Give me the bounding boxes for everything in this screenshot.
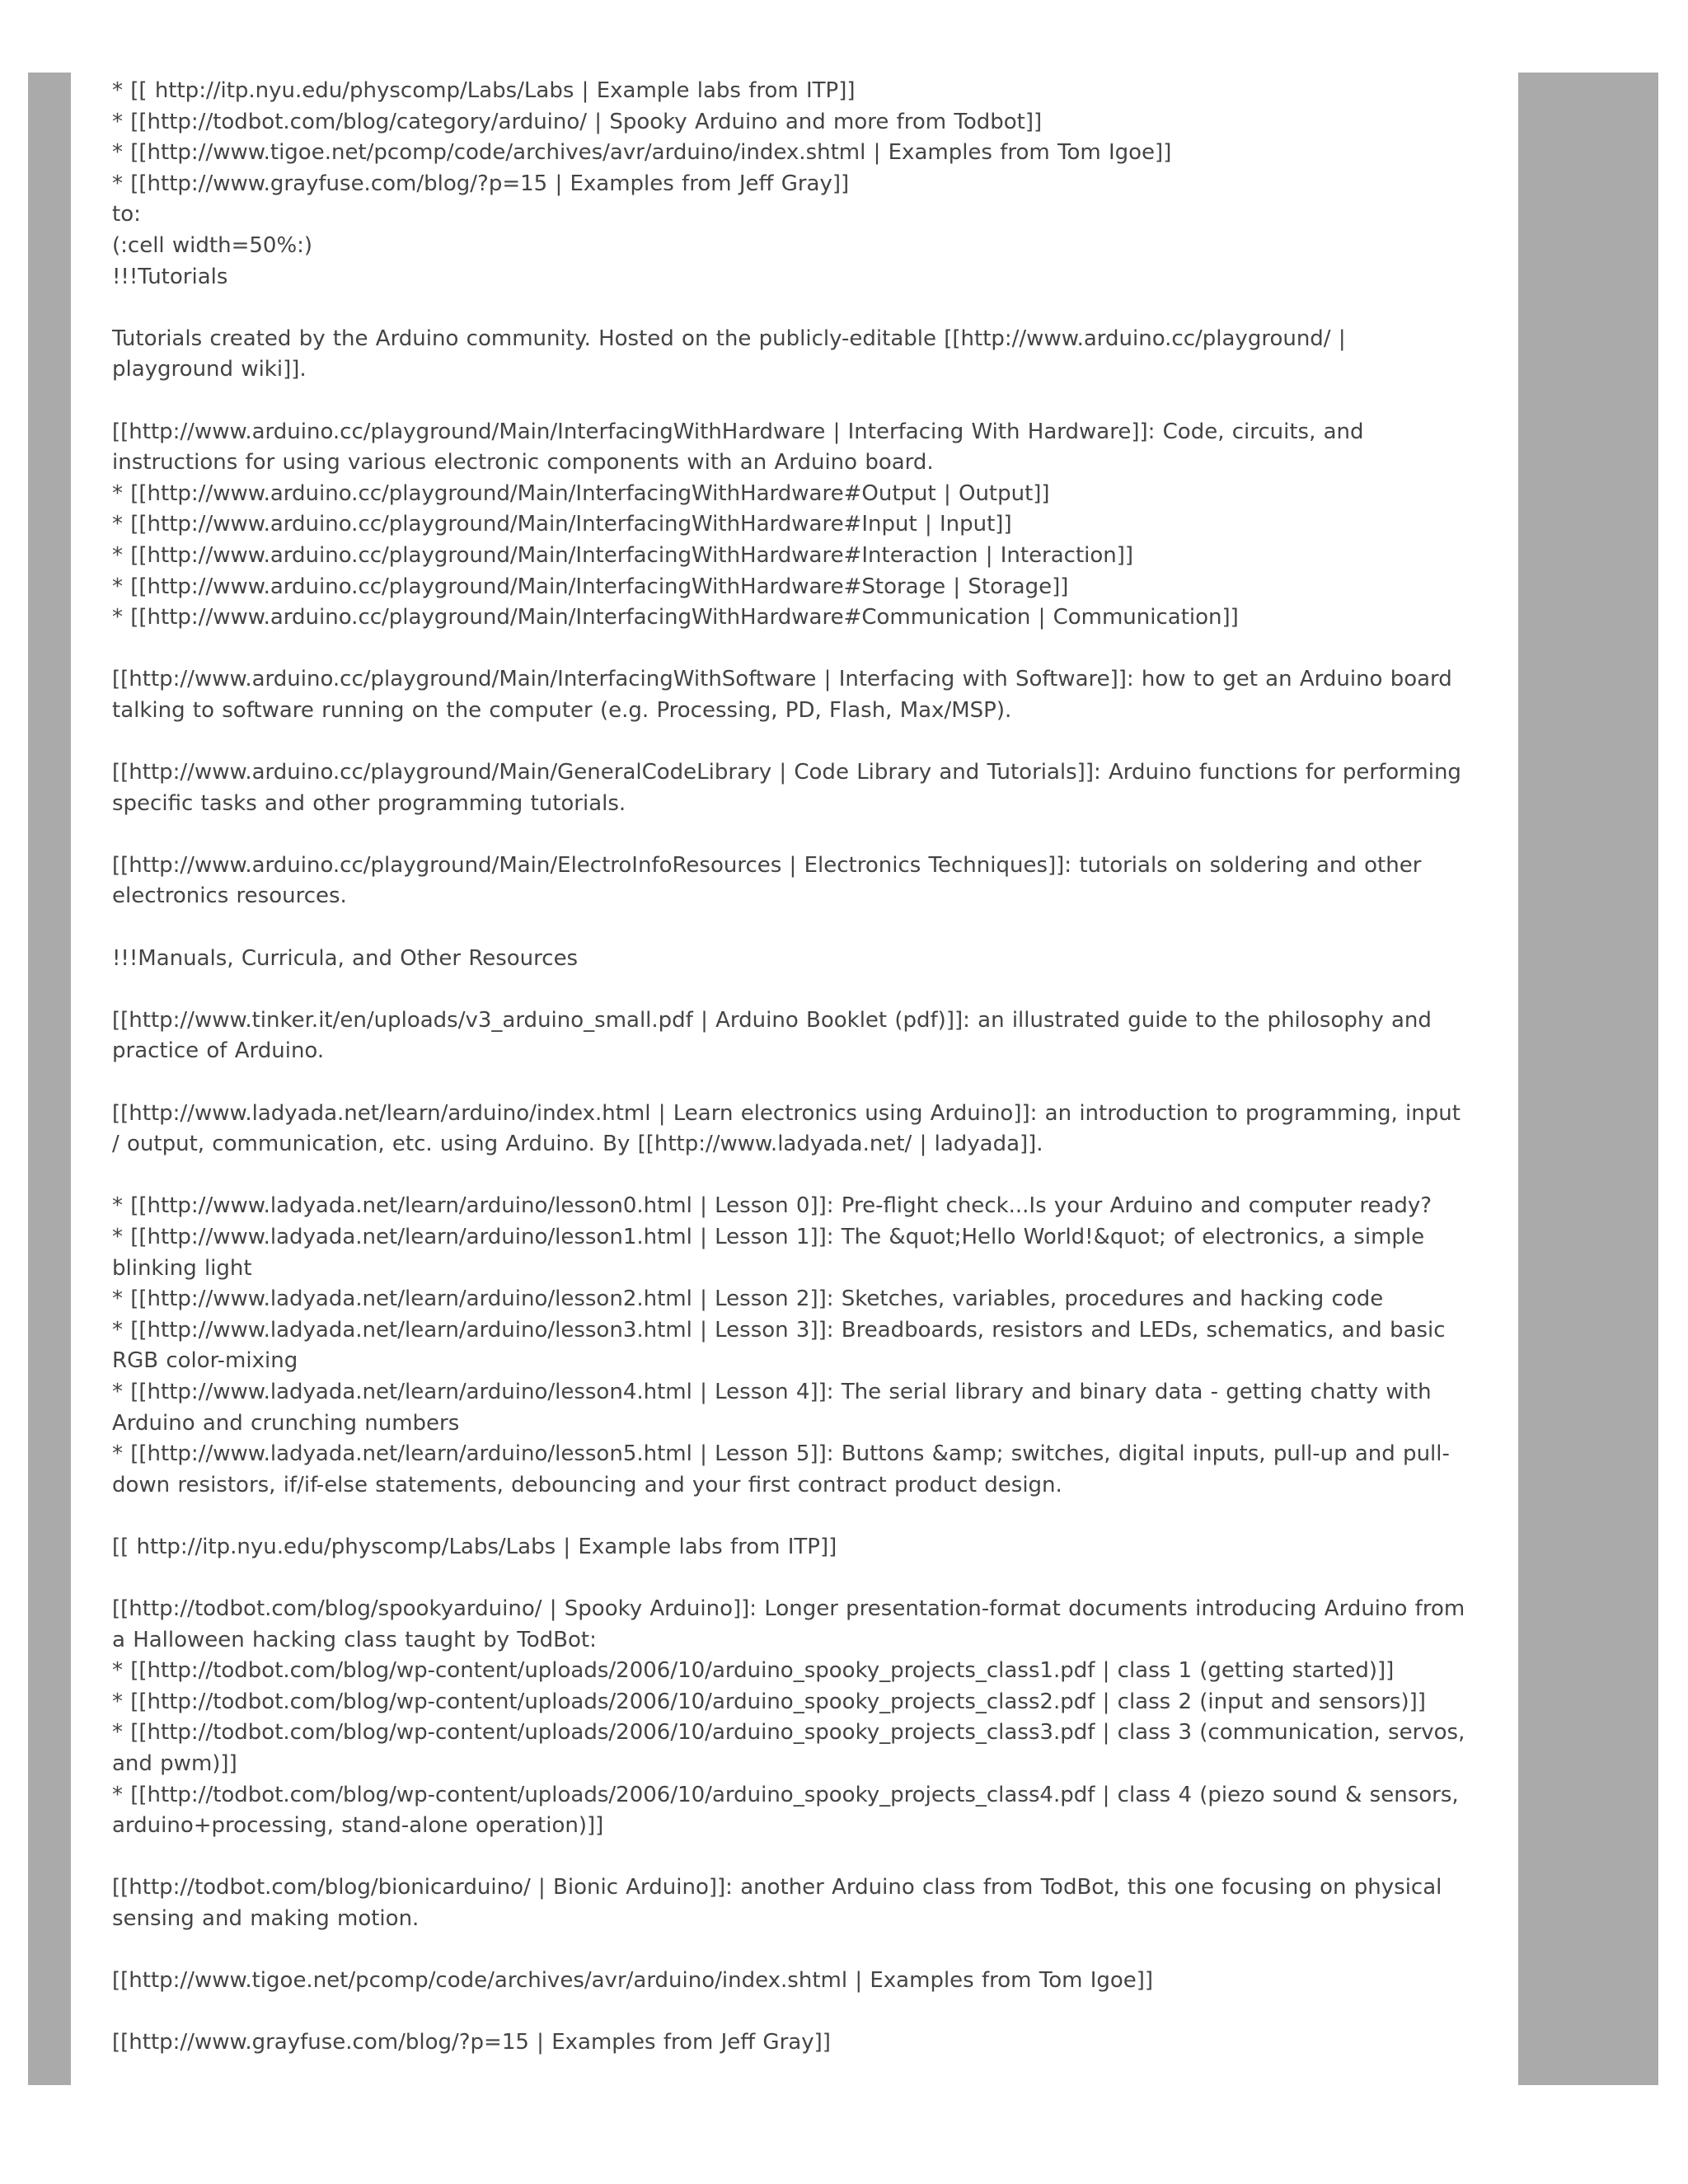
blank-line xyxy=(112,1067,1472,1099)
text-line: [[http://www.arduino.cc/playground/Main/GeneralCodeLibrary | Code Library and Tutorials]]: Arduino functions for performing specific tasks and other programming tutorials. xyxy=(112,760,1470,816)
blank-line xyxy=(112,726,1472,757)
blank-line xyxy=(112,1997,1472,2028)
text-line: to: xyxy=(112,202,141,227)
left-gutter-bar xyxy=(28,73,71,2085)
document-text xyxy=(112,76,1472,2059)
text-line: (:cell width=50%:) xyxy=(112,232,313,258)
text-line: * [[http://www.ladyada.net/learn/arduino/lesson2.html | Lesson 2]]: Sketches, variables, procedures and hacking code xyxy=(112,1286,1384,1312)
blank-line xyxy=(112,1935,1472,1966)
text-line: * [[http://www.grayfuse.com/blog/?p=15 | Examples from Jeff Gray]] xyxy=(112,171,850,196)
text-line: !!!Manuals, Curricula, and Other Resources xyxy=(112,945,579,971)
text-line: [[http://www.grayfuse.com/blog/?p=15 | Examples from Jeff Gray]] xyxy=(112,2030,831,2055)
text-line: [[http://todbot.com/blog/bionicarduino/ | Bionic Arduino]]: another Arduino class from TodBot, this one focusing on physical sensing and making motion. xyxy=(112,1875,1450,1932)
text-line: Tutorials created by the Arduino community. Hosted on the publicly-editable [[http://www.arduino.cc/playground/ | playground wiki]]. xyxy=(112,326,1353,382)
right-gutter-bar xyxy=(1518,73,1658,2085)
text-line: * [[http://todbot.com/blog/wp-content/uploads/2006/10/arduino_spooky_projects_class2.pdf | class 2 (input and sensors)]] xyxy=(112,1689,1426,1714)
blank-line xyxy=(112,293,1472,324)
text-line: [[http://www.tigoe.net/pcomp/code/archives/avr/arduino/index.shtml | Examples from Tom Igoe]] xyxy=(112,1968,1154,1994)
text-line: [[ http://itp.nyu.edu/physcomp/Labs/Labs | Example labs from ITP]] xyxy=(112,1534,837,1559)
text-line: * [[http://www.tigoe.net/pcomp/code/archives/avr/arduino/index.shtml | Examples from Tom Igoe]] xyxy=(112,140,1172,166)
text-line: * [[http://www.ladyada.net/learn/arduino/lesson3.html | Lesson 3]]: Breadboards, resistors and LEDs, schematics, and basic RGB color-mixing xyxy=(112,1317,1453,1374)
text-line: * [[ http://itp.nyu.edu/physcomp/Labs/Labs | Example labs from ITP]] xyxy=(112,78,856,103)
text-line: [[http://www.arduino.cc/playground/Main/InterfacingWithHardware | Interfacing With Hardware]]: Code, circuits, and instructions for using various electronic components with an Arduino board. xyxy=(112,419,1372,476)
text-line: * [[http://www.arduino.cc/playground/Main/InterfacingWithHardware#Interaction | Interaction]] xyxy=(112,542,1134,568)
text-line: * [[http://www.ladyada.net/learn/arduino/lesson4.html | Lesson 4]]: The serial library and binary data - getting chatty with Arduino and crunching numbers xyxy=(112,1379,1439,1436)
text-line: [[http://www.ladyada.net/learn/arduino/index.html | Learn electronics using Arduino]]: an introduction to programming, input / output, communication, etc. using Arduino. By [[http://www.ladyada.net/ | ladyada]]. xyxy=(112,1100,1469,1157)
text-line: * [[http://www.ladyada.net/learn/arduino/lesson0.html | Lesson 0]]: Pre-flight check...Is your Arduino and computer ready? xyxy=(112,1193,1432,1219)
text-line: [[http://www.arduino.cc/playground/Main/ElectroInfoResources | Electronics Techniques]]: tutorials on soldering and other electronics resources. xyxy=(112,852,1429,909)
text-line: * [[http://todbot.com/blog/category/arduino/ | Spooky Arduino and more from Todbot]] xyxy=(112,109,1043,134)
blank-line xyxy=(112,1563,1472,1595)
text-line: [[http://todbot.com/blog/spookyarduino/ | Spooky Arduino]]: Longer presentation-format documents introducing Arduino from a Halloween hacking class taught by TodBot: xyxy=(112,1596,1473,1652)
text-line: * [[http://www.arduino.cc/playground/Main/InterfacingWithHardware#Storage | Storage]] xyxy=(112,574,1069,599)
text-line: !!!Tutorials xyxy=(112,264,228,289)
text-line: [[http://www.arduino.cc/playground/Main/InterfacingWithSoftware | Interfacing with Software]]: how to get an Arduino board talking to software running on the computer (e.g. Processing, PD, Flash, Max/MSP). xyxy=(112,667,1461,723)
blank-line xyxy=(112,634,1472,665)
blank-line xyxy=(112,386,1472,417)
text-line: * [[http://www.arduino.cc/playground/Main/InterfacingWithHardware#Output | Output]] xyxy=(112,480,1050,506)
text-line: * [[http://www.arduino.cc/playground/Main/InterfacingWithHardware#Input | Input]] xyxy=(112,512,1012,537)
text-line: [[http://www.tinker.it/en/uploads/v3_arduino_small.pdf | Arduino Booklet (pdf)]]: an illustrated guide to the philosophy and practice of Arduino. xyxy=(112,1007,1440,1064)
blank-line xyxy=(112,1842,1472,1873)
text-line: * [[http://todbot.com/blog/wp-content/uploads/2006/10/arduino_spooky_projects_class1.pdf | class 1 (getting started)]] xyxy=(112,1658,1395,1684)
text-line: * [[http://www.ladyada.net/learn/arduino/lesson1.html | Lesson 1]]: The &quot;Hello World!&quot; of electronics, a simple blinking light xyxy=(112,1224,1432,1281)
blank-line xyxy=(112,819,1472,851)
blank-line xyxy=(112,1160,1472,1192)
text-line: * [[http://todbot.com/blog/wp-content/uploads/2006/10/arduino_spooky_projects_class4.pdf | class 4 (piezo sound & sensors, arduino+processing, stand-alone operation)]] xyxy=(112,1782,1466,1839)
text-line: * [[http://www.arduino.cc/playground/Main/InterfacingWithHardware#Communication | Communication]] xyxy=(112,605,1239,630)
blank-line xyxy=(112,974,1472,1005)
blank-line xyxy=(112,912,1472,944)
text-line: * [[http://todbot.com/blog/wp-content/uploads/2006/10/arduino_spooky_projects_class3.pdf | class 3 (communication, servos, and pwm)]] xyxy=(112,1720,1473,1777)
text-line: * [[http://www.ladyada.net/learn/arduino/lesson5.html | Lesson 5]]: Buttons &amp; switches, digital inputs, pull-up and pull-down resistors, if/if-else statements, debouncing and your first contract product design. xyxy=(112,1441,1450,1497)
blank-line xyxy=(112,1501,1472,1532)
